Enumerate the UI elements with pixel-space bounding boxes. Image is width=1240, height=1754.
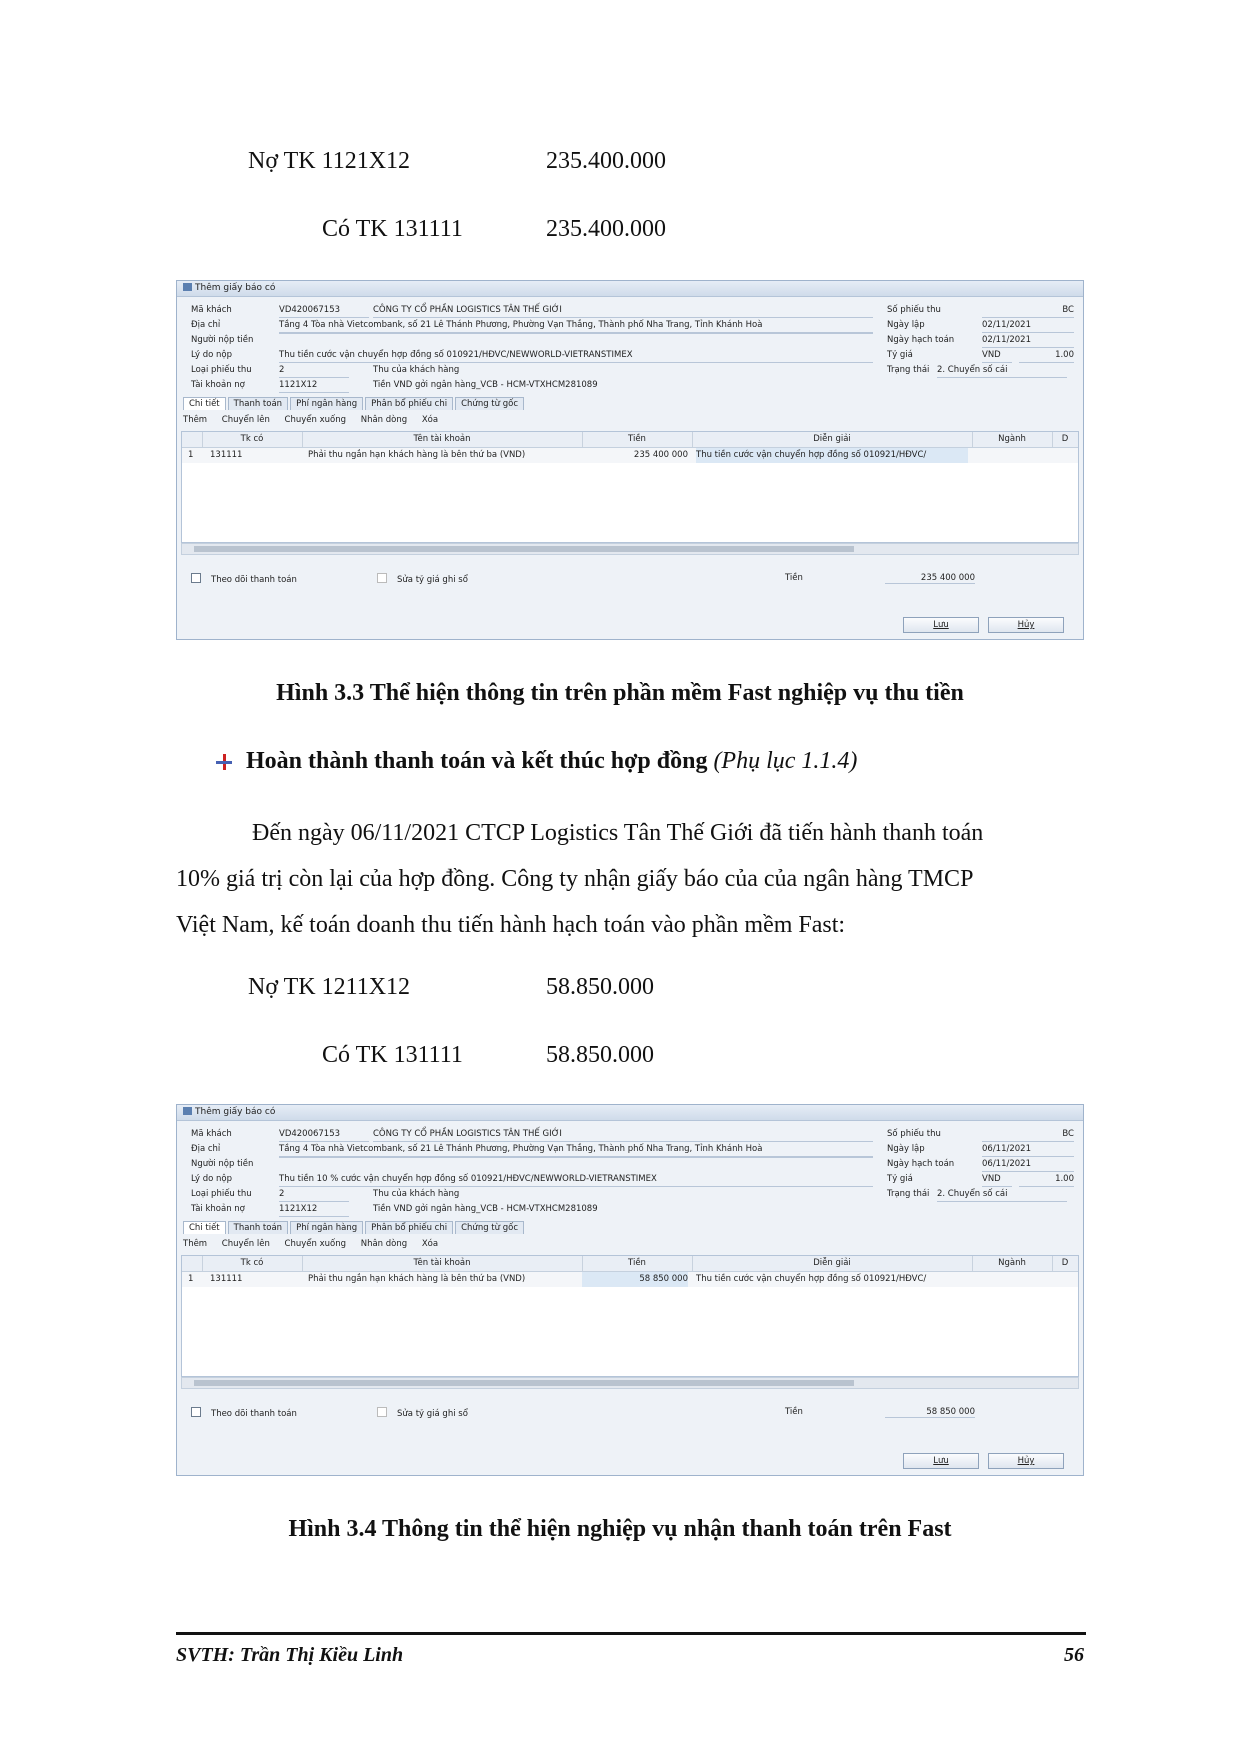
exchange-rate-label: Tỷ giá (887, 1174, 913, 1184)
window-title-bar (177, 1105, 1083, 1121)
tab-chi-tiet[interactable]: Chi tiết (183, 1221, 226, 1234)
col-tk-co: Tk có (202, 1256, 303, 1271)
exchange-rate-label: Tỷ giá (887, 350, 913, 360)
grid-header (182, 432, 1078, 448)
entry1-credit-label: Có TK 131111 (322, 216, 463, 242)
tab-chung-tu-goc[interactable]: Chứng từ gốc (455, 397, 524, 410)
fast-receipt-window-2 (176, 1104, 1084, 1476)
col-dien-giai: Diễn giải (692, 432, 973, 447)
customer-code-label: Mã khách (191, 1129, 232, 1139)
heading-reference: (Phụ lục 1.1.4) (713, 748, 858, 774)
figure-caption-1: Hình 3.3 Thể hiện thông tin trên phần mềm Fast nghiệp vụ thu tiền (276, 680, 964, 706)
posting-date-field[interactable]: 06/11/2021 (982, 1157, 1074, 1172)
reason-label: Lý do nộp (191, 350, 232, 360)
row-amount[interactable]: 58 850 000 (582, 1272, 688, 1287)
detail-grid (181, 431, 1079, 543)
debit-account-label: Tài khoản nợ (191, 1204, 245, 1214)
tab-phi-ngan-hang[interactable]: Phí ngân hàng (290, 1221, 363, 1234)
payer-label: Người nộp tiền (191, 335, 254, 345)
customer-name-field: CÔNG TY CỔ PHẦN LOGISTICS TÂN THẾ GIỚI (373, 1127, 873, 1142)
row-amount[interactable]: 235 400 000 (633, 450, 688, 460)
receipt-number-field[interactable]: BC (982, 1127, 1074, 1142)
reason-field[interactable]: Thu tiền 10 % cước vận chuyển hợp đồng số 010921/HĐVC/NEWWORLD-VIETRANSTIMEX (279, 1172, 873, 1187)
created-date-field[interactable]: 02/11/2021 (982, 318, 1074, 333)
window-title: Thêm giấy báo có (195, 1107, 276, 1117)
horizontal-scrollbar[interactable] (181, 1377, 1079, 1389)
fast-receipt-window-1 (176, 280, 1084, 640)
total-label: Tiền (785, 1407, 803, 1417)
row-account-name: Phải thu ngắn hạn khách hàng là bên thứ ba (VND) (308, 450, 526, 460)
detail-grid (181, 1255, 1079, 1377)
window-icon (183, 1107, 192, 1115)
window-icon (183, 283, 192, 291)
move-up-button[interactable]: Chuyển lên (221, 415, 270, 425)
col-ten-tai-khoan: Tên tài khoản (302, 1256, 583, 1271)
grid-toolbar (183, 413, 450, 427)
col-tk-co: Tk có (202, 432, 303, 447)
col-nganh: Ngành (972, 432, 1053, 447)
address-field[interactable]: Tầng 4 Tòa nhà Vietcombank, số 21 Lê Thánh Phương, Phường Vạn Thắng, Thành phố Nha Trang, Tỉnh Khánh Hoà (279, 1142, 873, 1157)
move-down-button[interactable]: Chuyển xuống (284, 1239, 347, 1249)
paragraph-line-1: Đến ngày 06/11/2021 CTCP Logistics Tân Thế Giới đã tiến hành thanh toán (252, 820, 984, 846)
address-label: Địa chỉ (191, 320, 221, 330)
entry2-debit-amount: 58.850.000 (546, 974, 654, 1000)
footer-author: SVTH: Trần Thị Kiều Linh (176, 1644, 404, 1666)
payer-field[interactable] (279, 1157, 873, 1158)
row-account-name: Phải thu ngắn hạn khách hàng là bên thứ ba (VND) (308, 1274, 526, 1284)
col-dien-giai: Diễn giải (692, 1256, 973, 1271)
receipt-number-field[interactable]: BC (982, 303, 1074, 318)
entry1-credit-amount: 235.400.000 (546, 216, 666, 242)
customer-name-field: CÔNG TY CỔ PHẦN LOGISTICS TÂN THẾ GIỚI (373, 303, 873, 318)
posting-date-label: Ngày hạch toán (887, 1159, 955, 1169)
tab-phan-bo[interactable]: Phân bổ phiếu chi (365, 1221, 453, 1234)
exchange-rate-field[interactable]: 1.00 (1019, 348, 1074, 363)
edit-rate-checkbox[interactable] (377, 1407, 468, 1419)
row-description[interactable]: Thu tiền cước vận chuyển hợp đồng số 010921/HĐVC/ (696, 448, 968, 463)
heading-text: Hoàn thành thanh toán và kết thúc hợp đồng (246, 748, 708, 774)
page-number: 56 (1064, 1644, 1084, 1666)
exchange-rate-field[interactable]: 1.00 (1019, 1172, 1074, 1187)
col-tien: Tiền (582, 432, 693, 447)
payer-field[interactable] (279, 333, 873, 334)
receipt-type-field[interactable]: 2 (279, 363, 349, 378)
bullet-icon (216, 754, 232, 770)
status-select[interactable]: 2. Chuyển số cái (937, 363, 1067, 378)
track-payment-checkbox[interactable] (191, 1407, 297, 1419)
total-amount: 58 850 000 (885, 1407, 975, 1418)
tab-phan-bo[interactable]: Phân bổ phiếu chi (365, 397, 453, 410)
total-label: Tiền (785, 573, 803, 583)
horizontal-scrollbar[interactable] (181, 543, 1079, 555)
tab-phi-ngan-hang[interactable]: Phí ngân hàng (290, 397, 363, 410)
row-account[interactable]: 131111 (210, 450, 243, 460)
detail-tabs (183, 397, 526, 411)
move-up-button[interactable]: Chuyển lên (221, 1239, 270, 1249)
col-nganh: Ngành (972, 1256, 1053, 1271)
edit-rate-label: Sửa tỷ giá ghi sổ (397, 575, 468, 585)
save-button[interactable]: Lưu (903, 1453, 979, 1469)
entry2-debit-label: Nợ TK 1211X12 (248, 974, 411, 1000)
customer-code-field[interactable]: VD420067153 (279, 1127, 369, 1142)
tab-thanh-toan[interactable]: Thanh toán (228, 1221, 288, 1234)
grid-header (182, 1256, 1078, 1272)
receipt-number-label: Số phiếu thu (887, 305, 941, 315)
edit-rate-label: Sửa tỷ giá ghi sổ (397, 1409, 468, 1419)
move-down-button[interactable]: Chuyển xuống (284, 415, 347, 425)
add-row-button[interactable]: Thêm (183, 1239, 208, 1249)
receipt-type-label: Loại phiếu thu (191, 1189, 252, 1199)
col-tien: Tiền (582, 1256, 693, 1271)
row-account[interactable]: 131111 (210, 1274, 243, 1284)
address-field[interactable]: Tầng 4 Tòa nhà Vietcombank, số 21 Lê Thánh Phương, Phường Vạn Thắng, Thành phố Nha Trang, Tỉnh Khánh Hoà (279, 318, 873, 333)
paragraph-line-2: 10% giá trị còn lại của hợp đồng. Công ty nhận giấy báo của của ngân hàng TMCP (176, 866, 974, 892)
window-title-bar (177, 281, 1083, 297)
delete-row-button[interactable]: Xóa (421, 415, 439, 425)
row-number: 1 (188, 1274, 194, 1284)
entry2-credit-label: Có TK 131111 (322, 1042, 463, 1068)
save-button[interactable]: Lưu (903, 617, 979, 633)
col-d: D (1061, 434, 1069, 444)
entry1-debit-amount: 235.400.000 (546, 148, 666, 174)
created-date-label: Ngày lập (887, 320, 925, 330)
customer-code-label: Mã khách (191, 305, 232, 315)
status-select[interactable]: 2. Chuyển số cái (937, 1187, 1067, 1202)
status-label: Trạng thái (887, 1189, 930, 1199)
receipt-type-label: Loại phiếu thu (191, 365, 252, 375)
reason-field[interactable]: Thu tiền cước vận chuyển hợp đồng số 010921/HĐVC/NEWWORLD-VIETRANSTIMEX (279, 348, 873, 363)
edit-rate-checkbox[interactable] (377, 573, 468, 585)
tab-thanh-toan[interactable]: Thanh toán (228, 397, 288, 410)
debit-account-field[interactable]: 1121X12 (279, 1202, 349, 1217)
track-payment-label: Theo dõi thanh toán (211, 575, 297, 585)
customer-code-field[interactable]: VD420067153 (279, 303, 369, 318)
cancel-button[interactable]: Hủy (988, 617, 1064, 633)
debit-account-field[interactable]: 1121X12 (279, 378, 349, 393)
entry1-debit-label: Nợ TK 1121X12 (248, 148, 411, 174)
duplicate-row-button[interactable]: Nhân dòng (360, 1239, 408, 1249)
posting-date-label: Ngày hạch toán (887, 335, 955, 345)
col-ten-tai-khoan: Tên tài khoản (302, 432, 583, 447)
row-number: 1 (188, 450, 194, 460)
created-date-label: Ngày lập (887, 1144, 925, 1154)
detail-tabs (183, 1221, 526, 1235)
table-row[interactable] (182, 1272, 1078, 1287)
figure-caption-2: Hình 3.4 Thông tin thể hiện nghiệp vụ nhận thanh toán trên Fast (288, 1516, 952, 1542)
window-title: Thêm giấy báo có (195, 283, 276, 293)
section-heading (216, 748, 857, 775)
address-label: Địa chỉ (191, 1144, 221, 1154)
footer-divider (176, 1632, 1086, 1635)
debit-account-label: Tài khoản nợ (191, 380, 245, 390)
tab-chi-tiet[interactable]: Chi tiết (183, 397, 226, 410)
duplicate-row-button[interactable]: Nhân dòng (360, 415, 408, 425)
debit-account-name: Tiền VND gởi ngân hàng_VCB - HCM-VTXHCM281089 (373, 380, 598, 390)
col-d: D (1061, 1258, 1069, 1268)
entry2-credit-amount: 58.850.000 (546, 1042, 654, 1068)
paragraph-line-3: Việt Nam, kế toán doanh thu tiến hành hạch toán vào phần mềm Fast: (176, 912, 846, 938)
track-payment-checkbox[interactable] (191, 573, 297, 585)
receipt-type-name: Thu của khách hàng (373, 365, 460, 375)
grid-toolbar (183, 1237, 450, 1251)
receipt-type-field[interactable]: 2 (279, 1187, 349, 1202)
table-row[interactable] (182, 448, 1078, 463)
payer-label: Người nộp tiền (191, 1159, 254, 1169)
track-payment-label: Theo dõi thanh toán (211, 1409, 297, 1419)
receipt-number-label: Số phiếu thu (887, 1129, 941, 1139)
status-label: Trạng thái (887, 365, 930, 375)
tab-chung-tu-goc[interactable]: Chứng từ gốc (455, 1221, 524, 1234)
total-amount: 235 400 000 (885, 573, 975, 584)
posting-date-field[interactable]: 02/11/2021 (982, 333, 1074, 348)
receipt-type-name: Thu của khách hàng (373, 1189, 460, 1199)
debit-account-name: Tiền VND gởi ngân hàng_VCB - HCM-VTXHCM281089 (373, 1204, 598, 1214)
created-date-field[interactable]: 06/11/2021 (982, 1142, 1074, 1157)
row-description[interactable]: Thu tiền cước vận chuyển hợp đồng số 010921/HĐVC/ (696, 1274, 927, 1284)
currency-field[interactable]: VND (982, 348, 1012, 363)
cancel-button[interactable]: Hủy (988, 1453, 1064, 1469)
currency-field[interactable]: VND (982, 1172, 1012, 1187)
delete-row-button[interactable]: Xóa (421, 1239, 439, 1249)
add-row-button[interactable]: Thêm (183, 415, 208, 425)
reason-label: Lý do nộp (191, 1174, 232, 1184)
